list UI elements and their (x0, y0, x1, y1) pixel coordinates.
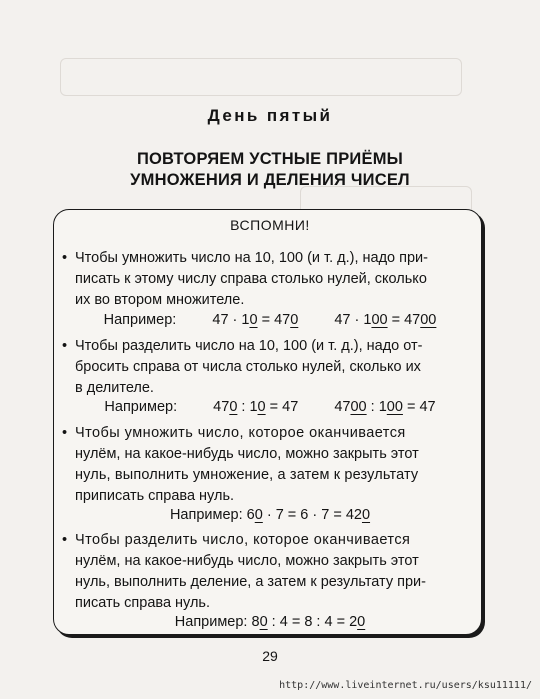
topic-title-line: ПОВТОРЯЕМ УСТНЫЕ ПРИЁМЫ (136, 150, 404, 168)
example-part: : 1 (237, 399, 258, 415)
example-label: Например: (104, 399, 178, 415)
rule-text-line: приписать справа нуль. (75, 488, 235, 504)
rule-text-line: писать справа нуль. (75, 595, 211, 611)
rule-text-line: Чтобы разделить число на 10, 100 (и т. д.), надо от- (75, 338, 423, 354)
rule-text-line: в делителе. (75, 380, 154, 396)
bullet-marker: • (62, 425, 68, 441)
underlined-zeros: 00 (386, 399, 403, 415)
underlined-zeros: 00 (371, 312, 388, 328)
rule-text-line: бросить справа от числа столько нулей, сколько их (75, 359, 421, 375)
bullet-marker: • (62, 250, 68, 266)
rule-text-line: Чтобы разделить число, которое оканчивается (75, 532, 411, 548)
rule-text-line: Чтобы умножить число на 10, 100 (и т. д.), надо при- (75, 250, 428, 266)
rule-text-line: писать к этому числу справа столько нулей, сколько (75, 271, 427, 287)
page-number: 29 (262, 648, 278, 664)
example-part: 47 · 1 (334, 312, 372, 328)
underlined-zeros: 00 (420, 312, 437, 328)
example-part: 6 (246, 507, 255, 523)
underlined-zeros: 0 (254, 507, 263, 523)
underlined-zeros: 0 (259, 614, 268, 630)
rule-example (0, 505, 540, 525)
remember-heading: ВСПОМНИ! (230, 217, 310, 233)
topic-title (0, 149, 540, 191)
rule-text-line: нулём, на какое-нибудь число, можно закрыть этот (75, 553, 419, 569)
example-label: Например: (169, 507, 243, 523)
rule-example (0, 397, 540, 417)
underlined-zeros: 0 (249, 312, 258, 328)
underlined-zeros: 0 (290, 312, 299, 328)
bullet-marker: • (62, 532, 68, 548)
rule-example (0, 612, 540, 632)
example-part: 47 (213, 399, 230, 415)
example-part: = 47 (257, 312, 291, 328)
example-label: Например: (103, 312, 177, 328)
example-part: = 47 (387, 312, 421, 328)
rule-text-line: Чтобы умножить число, которое оканчивается (75, 425, 406, 441)
example-part: : 1 (366, 399, 387, 415)
example-part: : 4 = 8 : 4 = 2 (267, 614, 358, 630)
example-part: 8 (251, 614, 260, 630)
underlined-zeros: 0 (357, 614, 366, 630)
day-title: День пятый (207, 106, 333, 125)
underlined-zeros: 0 (257, 399, 266, 415)
rule-text-line: нулём, на какое-нибудь число, можно закрыть этот (75, 446, 419, 462)
example-part: = 47 (402, 399, 436, 415)
example-part: · 7 = 6 · 7 = 42 (262, 507, 362, 523)
source-watermark: http://www.liveinternet.ru/users/ksu11111/ (279, 680, 532, 691)
rule-text-line: их во втором множителе. (75, 292, 245, 308)
underlined-zeros: 0 (361, 507, 371, 523)
underlined-zeros: 0 (229, 399, 238, 415)
bleed-through-box (60, 58, 462, 96)
example-label: Например: (174, 614, 248, 630)
underlined-zeros: 00 (350, 399, 367, 415)
rule-text-line: нуль, выполнить деление, а затем к результату при- (75, 574, 426, 590)
rule-text-line: нуль, выполнить умножение, а затем к результату (75, 467, 419, 483)
example-part: 47 (334, 399, 351, 415)
topic-title-line: УМНОЖЕНИЯ И ДЕЛЕНИЯ ЧИСЕЛ (130, 171, 410, 189)
rule-example (0, 310, 540, 330)
bullet-marker: • (62, 338, 68, 354)
example-part: = 47 (265, 399, 299, 415)
example-part: 47 · 1 (212, 312, 250, 328)
